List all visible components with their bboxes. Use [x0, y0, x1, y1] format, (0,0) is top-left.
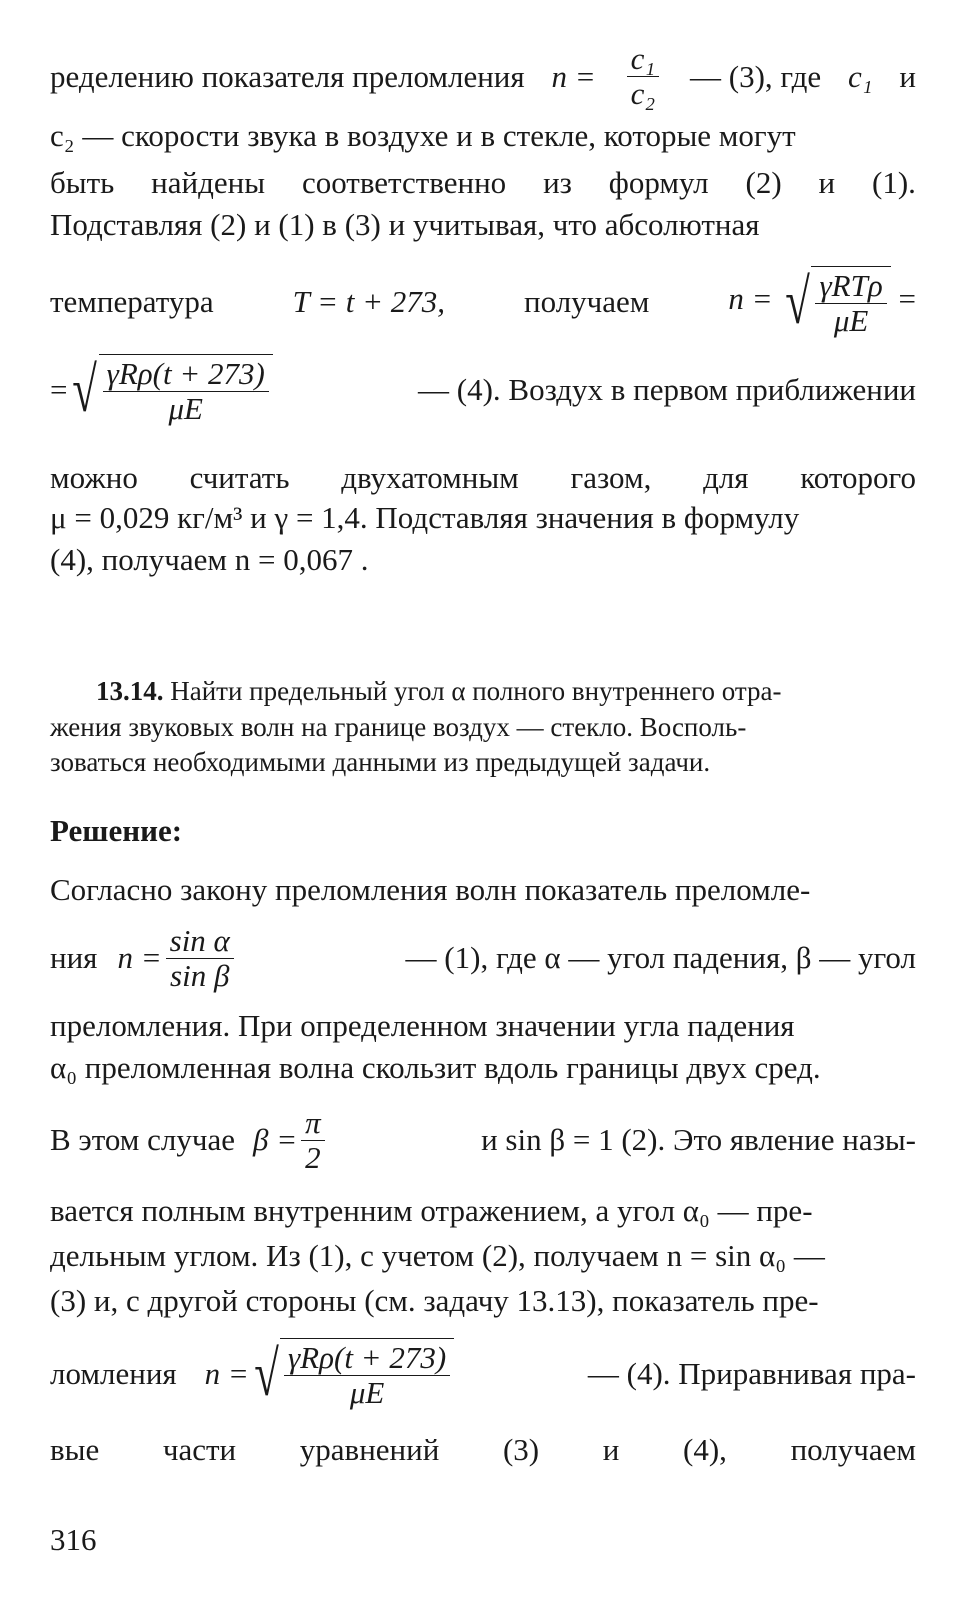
fraction-numerator: sin α — [166, 924, 234, 959]
word: соответственно — [301, 165, 507, 200]
text-line-5 — [50, 262, 916, 342]
word: двухатомным — [341, 460, 519, 495]
fraction-denominator: μE — [833, 303, 869, 338]
solution-line-7: дельным углом. Из (1), с учетом (2), получаем n = sin α₀ — — [50, 1238, 825, 1273]
text-segment: ломления — [50, 1356, 177, 1391]
word: быть — [50, 165, 115, 200]
formula-root-1 — [728, 266, 916, 338]
fraction-denominator: c₂ — [630, 76, 656, 111]
text-line-7 — [50, 460, 916, 496]
word: можно — [50, 460, 138, 495]
text-segment: — (4). Воздух в первом приближении — [418, 372, 916, 407]
text-segment: ния — [50, 940, 98, 975]
formula-temperature: T = t + 273, — [292, 284, 446, 319]
text-line-9: (4), получаем n = 0,067 . — [50, 542, 369, 577]
equals-sign: = — [50, 372, 68, 407]
solution-line-2 — [50, 918, 916, 998]
word: уравнений — [299, 1432, 440, 1467]
fraction-numerator: c₁ — [627, 42, 660, 77]
word: температура — [50, 284, 214, 319]
text-line-6 — [50, 350, 916, 430]
sqrt-sign: √ — [785, 266, 811, 337]
fraction-pi-2 — [301, 1106, 325, 1175]
text-line-3 — [50, 165, 916, 201]
word: найдены — [151, 165, 266, 200]
problem-line-3: зоваться необходимыми данными из предыдущей задачи. — [50, 747, 711, 777]
word: получаем — [790, 1432, 916, 1467]
word: для — [703, 460, 749, 495]
fraction — [284, 1341, 450, 1410]
text-segment: и — [899, 58, 916, 94]
word: (3) — [502, 1432, 540, 1467]
formula-n: n = — [551, 58, 596, 94]
sqrt-radicand — [99, 354, 273, 426]
formula-beta: β = — [253, 1122, 298, 1157]
fraction — [815, 269, 886, 338]
sqrt-radicand — [811, 266, 890, 338]
word: (2) — [745, 165, 782, 200]
problem-number: 13.14. — [96, 676, 164, 706]
text-segment: — (3), где — [690, 58, 822, 94]
text-line-2: c₂ — скорости звука в воздухе и в стекле, которые могут — [50, 118, 796, 153]
word: получаем — [524, 284, 650, 319]
text-line-1 — [50, 42, 916, 111]
sqrt-sign: √ — [72, 354, 98, 425]
word: формул — [608, 165, 709, 200]
problem-line-1 — [96, 675, 916, 707]
text-line-4: Подставляя (2) и (1) в (3) и учитывая, что абсолютная — [50, 207, 760, 242]
fraction — [103, 357, 269, 426]
text-line-8: μ = 0,029 кг/м³ и γ = 1,4. Подставляя значения в формулу — [50, 500, 800, 535]
text-segment: — (1), где α — угол падения, β — угол — [405, 940, 916, 975]
sqrt-expression — [780, 266, 890, 338]
problem-line-2: жения звуковых волн на границе воздух — стекло. Восполь- — [50, 712, 747, 742]
solution-line-5 — [50, 1100, 916, 1180]
formula-n: n = — [728, 281, 773, 317]
fraction-numerator: γRρ(t + 273) — [284, 1341, 450, 1376]
page-number: 316 — [50, 1522, 97, 1557]
fraction-numerator: γRTρ — [815, 269, 886, 304]
word: части — [162, 1432, 237, 1467]
text-segment: В этом случае — [50, 1122, 235, 1157]
formula-n: n = — [117, 940, 162, 975]
word: которого — [800, 460, 916, 495]
book-page — [50, 0, 916, 1609]
word: (4), — [683, 1432, 727, 1467]
sqrt-expression — [249, 1338, 454, 1410]
formula-c1: c₁ — [847, 58, 873, 94]
solution-line-6: вается полным внутренним отражением, а угол α₀ — пре- — [50, 1193, 813, 1228]
solution-line-1: Согласно закону преломления волн показатель преломле- — [50, 872, 811, 907]
text-segment: — (4). Приравнивая пра- — [587, 1356, 916, 1391]
word: считать — [189, 460, 290, 495]
fraction-sin — [166, 924, 234, 993]
solution-heading: Решение: — [50, 813, 183, 848]
problem-text: Найти предельный угол α полного внутреннего отра- — [170, 676, 782, 706]
word: (1). — [872, 165, 916, 200]
word: и — [818, 165, 836, 200]
fraction-numerator: γRρ(t + 273) — [103, 357, 269, 392]
solution-line-9 — [50, 1330, 916, 1418]
solution-line-4: α₀ преломленная волна скользит вдоль границы двух сред. — [50, 1050, 821, 1085]
fraction-numerator: π — [301, 1106, 325, 1141]
word: вые — [50, 1432, 100, 1467]
sqrt-expression — [67, 354, 272, 426]
equals-sign: = — [898, 281, 916, 317]
fraction-c1-c2 — [627, 42, 660, 111]
sqrt-radicand — [280, 1338, 454, 1410]
fraction-denominator: sin β — [170, 957, 230, 993]
solution-line-10 — [50, 1432, 916, 1468]
solution-line-3: преломления. При определенном значении угла падения — [50, 1008, 795, 1043]
sqrt-sign: √ — [254, 1338, 279, 1409]
text-segment: и sin β = 1 (2). Это явление назы- — [481, 1122, 916, 1157]
word: газом, — [570, 460, 652, 495]
solution-line-8: (3) и, с другой стороны (см. задачу 13.13), показатель пре- — [50, 1283, 819, 1318]
fraction-denominator: 2 — [305, 1139, 321, 1175]
word: из — [543, 165, 572, 200]
text-segment: ределению показателя преломления — [50, 58, 525, 94]
fraction-denominator: μE — [168, 391, 203, 426]
fraction-denominator: μE — [349, 1375, 385, 1410]
formula-n: n = — [204, 1356, 249, 1391]
word: и — [602, 1432, 620, 1467]
